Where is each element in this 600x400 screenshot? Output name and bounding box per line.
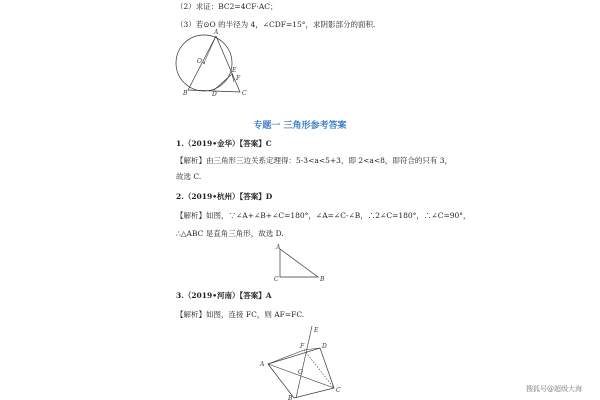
label-o: O bbox=[197, 58, 202, 65]
answer-1-line-2: 故选 C. bbox=[176, 172, 202, 181]
label-a: A bbox=[276, 244, 281, 251]
line-de bbox=[214, 74, 232, 90]
problem-part3: （3）若⊙O 的半径为 4，∠CDF=15°，求阴影部分的面积. bbox=[176, 20, 376, 29]
right-triangle-figure bbox=[270, 243, 330, 283]
answer-1-header: 1.（2019•金华）【答案】C bbox=[176, 139, 272, 148]
line-af bbox=[268, 350, 304, 364]
label-c: C bbox=[274, 276, 279, 283]
section-title: 专题一 三角形参考答案 bbox=[253, 121, 347, 131]
answer-2-header: 2.（2019•杭州）【答案】D bbox=[176, 192, 273, 201]
label-b: B bbox=[288, 395, 293, 400]
label-d: D bbox=[212, 91, 217, 98]
answer-2-line-2: ∴△ABC 是直角三角形，故选 D. bbox=[176, 229, 284, 238]
label-a: A bbox=[214, 29, 219, 36]
parallelogram-figure bbox=[258, 326, 348, 400]
label-d: D bbox=[322, 343, 327, 350]
watermark: 搜狐号@超级大海 bbox=[526, 385, 582, 393]
center-dot bbox=[203, 62, 205, 64]
label-c: C bbox=[242, 90, 247, 97]
label-b: B bbox=[183, 90, 188, 97]
answer-1-line-1: 【解析】由三角形三边关系定理得：5-3<a<5+3，即 2<a<8，即符合的只有 3， bbox=[176, 156, 453, 165]
label-f: F bbox=[236, 75, 241, 82]
label-a: A bbox=[260, 361, 265, 368]
answer-3-line-1: 【解析】如图，连接 FC，则 AF=FC. bbox=[176, 310, 305, 319]
answer-3-header: 3.（2019•河南）【答案】A bbox=[176, 291, 272, 300]
circle-triangle-figure bbox=[170, 30, 260, 100]
label-c: C bbox=[336, 387, 341, 394]
problem-part2: （2）求证：BC2=4CF·AC； bbox=[176, 2, 278, 11]
perpendicular-bisector bbox=[296, 326, 312, 398]
label-f: F bbox=[300, 343, 305, 350]
label-b: B bbox=[320, 276, 325, 283]
label-o: O bbox=[298, 369, 303, 376]
answer-2-line-1: 【解析】如图，∵∠A+∠B+∠C=180°，∠A=∠C-∠B，∴2∠C=180°，∴∠C=90°， bbox=[176, 211, 471, 220]
label-e: E bbox=[314, 327, 319, 334]
triangle-acb bbox=[280, 249, 318, 277]
label-e: E bbox=[232, 67, 237, 74]
line-ao bbox=[204, 36, 216, 63]
